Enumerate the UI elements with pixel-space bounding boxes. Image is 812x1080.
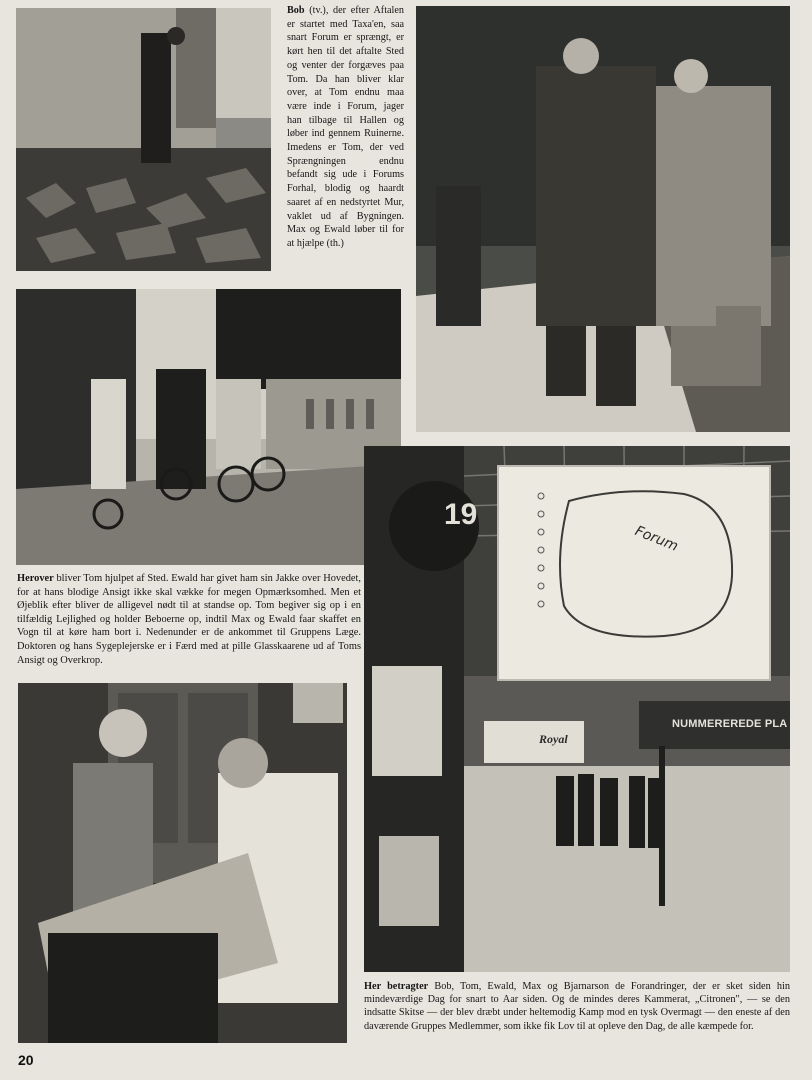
photo-cyclists: [16, 289, 401, 565]
photo-men-walking: [416, 6, 790, 432]
billboard-royal: Royal: [539, 732, 568, 746]
caption-herover-text: bliver Tom hjulpet af Sted. Ewald har givet ham sin Jakke over Hovedet, for at hans blodige Ansigt ikke skal vække for megen Opmærksomhed. Men et Øjeblik efter bliver de alligevel nødt til at standse op. Tom begiver sig op i en tilfældig Lejlighed og holder Beboerne op, indtil Max og Ewald faar skaffet en Vogn til at køre ham bort i. Nedenunder er de ankommet til Gruppens Læge. Doktoren og hans Sygeplejerske er i Færd med at pille Glasskaarene ud af Toms Ansigt og Overkrop.: [17, 573, 361, 666]
photo-forum-hall: [364, 446, 790, 972]
photo-doctor-nurse: [18, 683, 347, 1043]
page-number: 20: [18, 1052, 34, 1068]
photo-rubble: [16, 8, 271, 271]
caption-herover: [17, 572, 361, 667]
sketch-label-forum: Forum: [632, 523, 681, 555]
caption-bob-text: (tv.), der efter Aftalen er startet med Taxa'en, saa snart Forum er sprængt, er kørt hen til det aftalte Sted og venter der forgæves paa Tom. Da han bliver klar over, at Tom endnu maa være inde i Forum, jager han tilbage til Hallen og løber ind gennem Ruinerne. Imedens er Tom, der ved Sprængningen endnu befandt sig ude i Forums Forhal, blodig og haardt saaret af en nedstyrtet Mur, vaklet ud af Bygningen. Max og Ewald løber til for at hjælpe (th.): [287, 5, 404, 249]
sign-nummererede: NUMMEREREDE PLA: [672, 718, 788, 730]
caption-her-betragter-lead: Her betragter: [364, 981, 429, 992]
caption-bob: [287, 4, 404, 251]
caption-her-betragter: [364, 980, 790, 1033]
caption-herover-lead: Herover: [17, 573, 54, 584]
caption-bob-lead: Bob: [287, 5, 305, 16]
caption-her-betragter-text: Bob, Tom, Ewald, Max og Bjarnarson de Forandringer, der er sket siden hin mindeværdige Dag for snart to Aar siden. Og de mindes deres Kammerat, „Citronen", — se den indsatte Skitse — der blev dræbt under heltemodig Kamp mod en tysk Overmagt — den eneste af den daværende Gruppes Medlemmer, som ikke fik Lov til at opleve den Dag, de alle kæmpede for.: [364, 981, 790, 1032]
wall-number: 19: [444, 498, 478, 531]
